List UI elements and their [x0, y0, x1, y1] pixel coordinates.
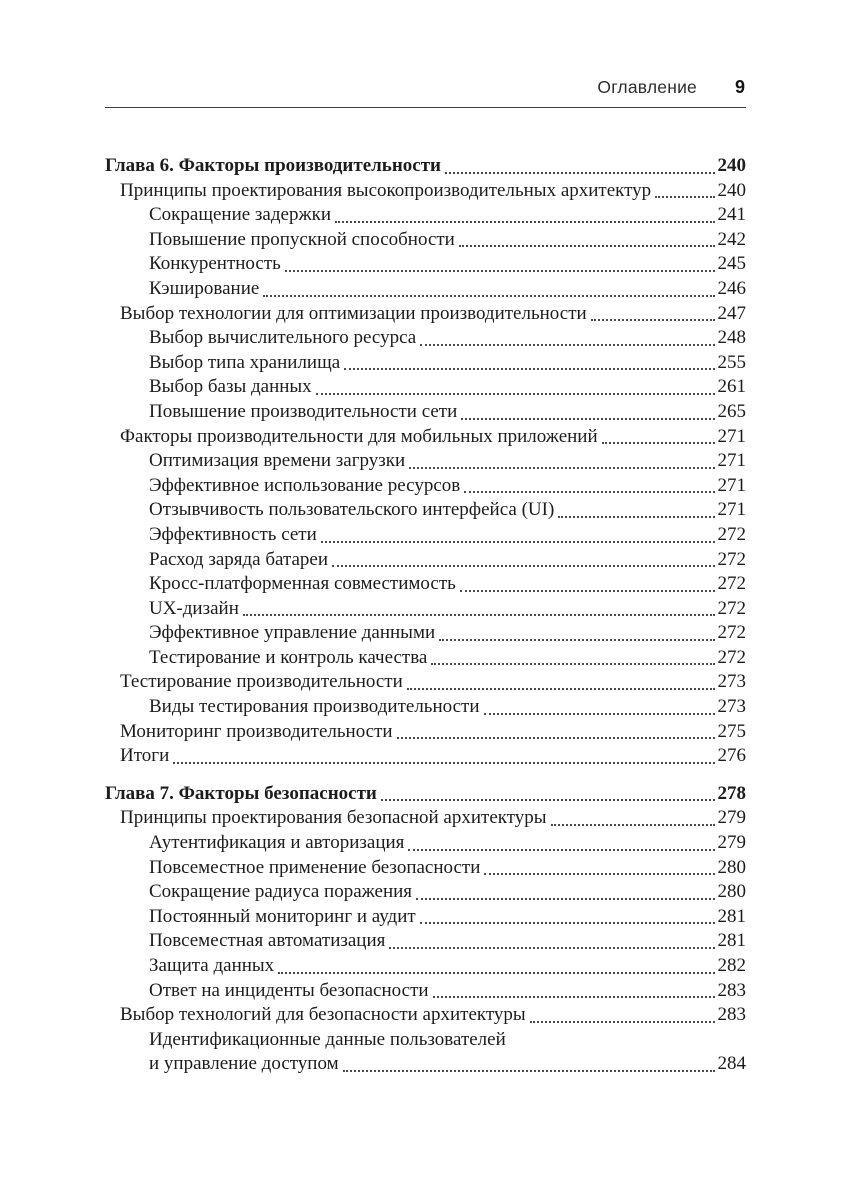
toc-entry-label: Факторы производительности для мобильных приложений: [120, 425, 598, 447]
toc-entry-page: 272: [717, 646, 746, 668]
toc-entry-label: Мониторинг производительности: [120, 720, 393, 742]
toc-entry-label: Глава 6. Факторы производительности: [105, 155, 441, 176]
toc-dot-leader: [602, 442, 715, 444]
toc-entry-row: [105, 179, 746, 204]
toc-entry-row: [105, 831, 746, 856]
toc-entry-label: Эффективное использование ресурсов: [149, 474, 461, 496]
toc-entry-row: [105, 621, 746, 646]
toc-entry-label: Оптимизация времени загрузки: [149, 450, 406, 472]
toc-entry-label: Принципы проектирования высокопроизводительных архитектур: [120, 179, 652, 201]
toc-entry-label: Принципы проектирования безопасной архитектуры: [120, 807, 547, 829]
toc-entry-row: [105, 474, 746, 499]
toc-dot-leader: [591, 319, 715, 321]
toc-entry-label: Тестирование и контроль качества: [149, 646, 428, 668]
toc-entry-page: 261: [717, 376, 746, 398]
toc-entry-page: 278: [717, 782, 746, 804]
toc-entry-label: Тестирование производительности: [120, 671, 403, 693]
running-head-page-number: 9: [734, 77, 745, 97]
toc-entry-page: 271: [717, 425, 746, 447]
toc-entry-page: 281: [717, 930, 746, 952]
toc-entry-label: Отзывчивость пользовательского интерфейса (UI): [149, 499, 555, 521]
toc-entry-label: Сокращение радиуса поражения: [149, 881, 413, 903]
toc-entry-label: Повсеместная автоматизация: [149, 930, 386, 952]
toc-entry-row: [105, 1052, 746, 1077]
toc-dot-leader: [484, 873, 714, 875]
toc-entry-row: [105, 646, 746, 671]
toc-dot-leader: [551, 824, 715, 826]
toc-list: [105, 154, 746, 1077]
toc-dot-leader: [332, 565, 714, 567]
toc-entry-page: 272: [717, 523, 746, 545]
toc-dot-leader: [530, 1021, 715, 1023]
toc-entry-page: 280: [717, 881, 746, 903]
toc-dot-leader: [445, 172, 715, 174]
toc-dot-leader: [344, 368, 714, 370]
toc-dot-leader: [173, 762, 714, 764]
toc-entry-row: [105, 744, 746, 769]
toc-entry-row: [105, 400, 746, 425]
toc-entry-label: Итоги: [120, 745, 170, 767]
toc-entry-page: 240: [717, 179, 746, 201]
toc-entry-page: 272: [717, 622, 746, 644]
toc-entry-row: [105, 498, 746, 523]
toc-entry-label: Кросс-платформенная совместимость: [149, 573, 456, 595]
toc-entry-row: [105, 548, 746, 573]
toc-dot-leader: [655, 196, 714, 198]
toc-dot-leader: [464, 491, 714, 493]
running-head: [105, 77, 746, 108]
toc-entry-page: 272: [717, 597, 746, 619]
toc-entry-row: [105, 856, 746, 881]
toc-entry-label: Защита данных: [149, 955, 275, 976]
book-page: [105, 0, 746, 1077]
running-head-title: Оглавление: [597, 77, 697, 97]
toc-dot-leader: [433, 996, 715, 998]
toc-entry-page: 271: [717, 450, 746, 472]
toc-dot-leader: [407, 688, 715, 690]
toc-entry-label: Повышение пропускной способности: [149, 228, 455, 250]
toc-entry-label: Выбор вычислительного ресурса: [149, 327, 417, 349]
toc-entry-row: [105, 1028, 746, 1053]
toc-entry-label: Выбор технологии для оптимизации производительности: [120, 302, 587, 324]
toc-entry-page: 283: [717, 979, 746, 1001]
toc-entry-label: Кэширование: [149, 277, 260, 299]
toc-entry-page: 284: [717, 1053, 746, 1075]
toc-dot-leader: [316, 393, 715, 395]
toc-entry-page: 272: [717, 573, 746, 595]
toc-entry-row: [105, 695, 746, 720]
toc-dot-leader: [381, 799, 715, 801]
toc-dot-leader: [335, 221, 715, 223]
toc-entry-row: [105, 425, 746, 450]
toc-entry-row: [105, 203, 746, 228]
toc-dot-leader: [460, 590, 715, 592]
toc-entry-label: Выбор типа хранилища: [149, 351, 341, 373]
toc-entry-row: [105, 905, 746, 930]
toc-entry-label: Эффективность сети: [149, 523, 317, 545]
toc-dot-leader: [243, 614, 715, 616]
toc-entry-label: Постоянный мониторинг и аудит: [149, 905, 416, 927]
toc-entry-row: [105, 228, 746, 253]
toc-entry-row: [105, 954, 746, 979]
toc-dot-leader: [431, 663, 714, 665]
toc-entry-row: [105, 375, 746, 400]
toc-entry-page: 271: [717, 499, 746, 521]
toc-dot-leader: [420, 344, 714, 346]
toc-dot-leader: [278, 972, 714, 974]
toc-entry-page: 271: [717, 474, 746, 496]
toc-entry-page: 281: [717, 905, 746, 927]
toc-entry-page: 265: [717, 400, 746, 422]
toc-dot-leader: [397, 737, 715, 739]
toc-entry-label: Идентификационные данные пользователей: [149, 1028, 506, 1050]
toc-entry-page: 247: [717, 302, 746, 324]
toc-entry-row: [105, 449, 746, 474]
toc-entry-label: Сокращение задержки: [149, 204, 331, 226]
toc-entry-page: 273: [717, 671, 746, 693]
toc-entry-label: Расход заряда батареи: [149, 548, 329, 570]
toc-entry-row: [105, 252, 746, 277]
toc-entry-page: 240: [717, 155, 746, 176]
toc-chapter-row: [105, 154, 746, 179]
toc-dot-leader: [558, 516, 714, 518]
toc-entry-row: [105, 720, 746, 745]
toc-entry-page: 283: [717, 1004, 746, 1026]
toc-entry-label: Ответ на инциденты безопасности: [149, 979, 429, 1001]
toc-entry-label: Конкурентность: [149, 253, 281, 275]
toc-dot-leader: [321, 541, 715, 543]
toc-entry-row: [105, 1003, 746, 1028]
toc-dot-leader: [420, 922, 715, 924]
toc-dot-leader: [416, 898, 714, 900]
toc-entry-row: [105, 597, 746, 622]
toc-chapter-row: [105, 782, 746, 807]
toc-entry-label: Повсеместное применение безопасности: [149, 856, 481, 878]
toc-dot-leader: [409, 467, 714, 469]
toc-entry-page: 241: [717, 204, 746, 226]
toc-entry-row: [105, 326, 746, 351]
toc-entry-page: 282: [717, 955, 746, 976]
toc-entry-page: 242: [717, 228, 746, 250]
toc-entry-page: 246: [717, 277, 746, 299]
toc-entry-label: Аутентификация и авторизация: [149, 832, 405, 854]
toc-entry-page: 275: [717, 720, 746, 742]
toc-entry-row: [105, 929, 746, 954]
toc-entry-page: 248: [717, 327, 746, 349]
toc-dot-leader: [408, 849, 714, 851]
toc-entry-page: 276: [717, 745, 746, 767]
toc-entry-page: 279: [717, 807, 746, 829]
toc-entry-label: и управление доступом: [149, 1053, 339, 1075]
toc-entry-row: [105, 979, 746, 1004]
toc-entry-page: 280: [717, 856, 746, 878]
toc-entry-label: Выбор базы данных: [149, 376, 312, 398]
toc-entry-page: 272: [717, 548, 746, 570]
toc-entry-row: [105, 351, 746, 376]
toc-entry-row: [105, 277, 746, 302]
toc-dot-leader: [439, 639, 714, 641]
toc-entry-page: 245: [717, 253, 746, 275]
toc-dot-leader: [459, 245, 715, 247]
toc-entry-label: Эффективное управление данными: [149, 622, 436, 644]
toc-entry-page: 279: [717, 832, 746, 854]
toc-entry-row: [105, 523, 746, 548]
toc-entry-label: Повышение производительности сети: [149, 400, 458, 422]
toc-dot-leader: [461, 418, 714, 420]
toc-dot-leader: [343, 1070, 715, 1072]
toc-entry-label: UX-дизайн: [149, 597, 239, 619]
toc-entry-label: Выбор технологий для безопасности архитектуры: [120, 1004, 526, 1026]
toc-entry-row: [105, 302, 746, 327]
toc-dot-leader: [263, 295, 714, 297]
toc-entry-row: [105, 670, 746, 695]
toc-dot-leader: [484, 713, 715, 715]
toc-dot-leader: [285, 270, 715, 272]
toc-entry-row: [105, 806, 746, 831]
toc-entry-label: Глава 7. Факторы безопасности: [105, 782, 377, 804]
toc-entry-row: [105, 880, 746, 905]
toc-entry-page: 255: [717, 351, 746, 373]
toc-dot-leader: [389, 947, 714, 949]
toc-entry-row: [105, 572, 746, 597]
toc-entry-page: 273: [717, 696, 746, 718]
toc-entry-label: Виды тестирования производительности: [149, 696, 480, 718]
